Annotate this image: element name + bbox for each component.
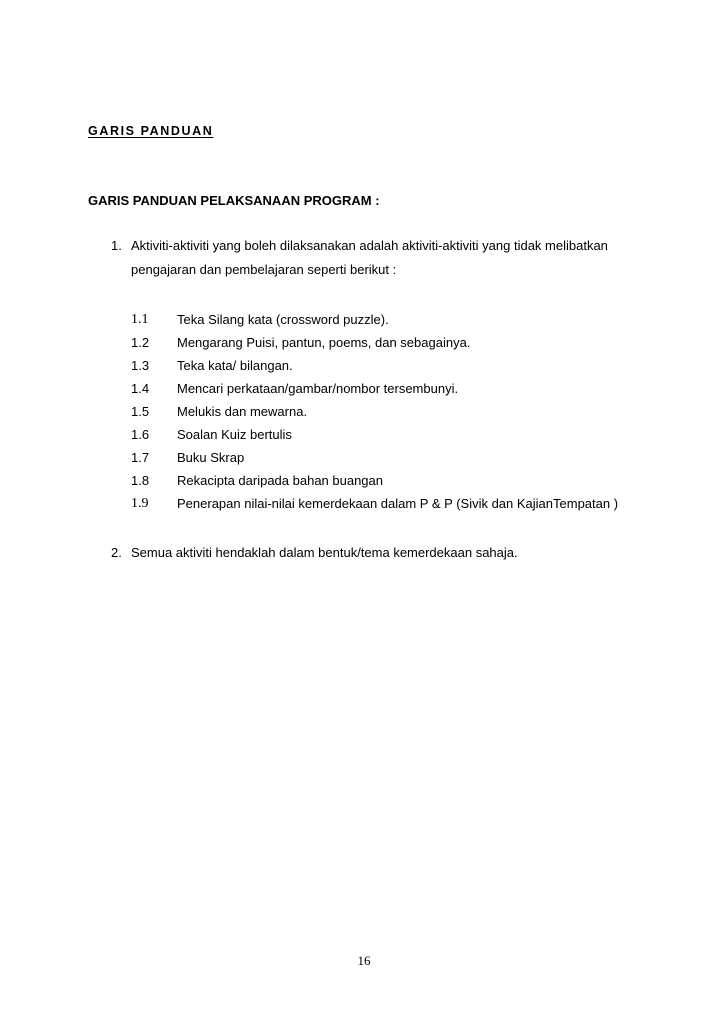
activity-sub-list — [131, 308, 691, 515]
sub-list-item — [131, 354, 691, 377]
sub-item-text: Mengarang Puisi, pantun, poems, dan sebagainya. — [177, 335, 471, 350]
sub-item-number: 1.6 — [131, 427, 150, 442]
list-item-text: Semua aktiviti hendaklah dalam bentuk/tema kemerdekaan sahaja. — [131, 545, 518, 560]
section-title: GARIS PANDUAN — [88, 124, 214, 138]
sub-list-item — [131, 423, 691, 446]
sub-list-item — [131, 377, 691, 400]
sub-item-text: Melukis dan mewarna. — [177, 404, 308, 419]
sub-item-text: Buku Skrap — [177, 450, 245, 465]
sub-list-item — [131, 492, 691, 515]
sub-item-text: Penerapan nilai-nilai kemerdekaan dalam P & P (Sivik dan KajianTempatan ) — [177, 496, 619, 511]
program-guidelines-heading: GARIS PANDUAN PELAKSANAAN PROGRAM : — [88, 193, 380, 208]
sub-list-item — [131, 308, 691, 331]
page-number: 16 — [357, 953, 371, 968]
sub-item-text: Rekacipta daripada bahan buangan — [177, 473, 384, 488]
sub-list-item — [131, 331, 691, 354]
list-item-text: Aktiviti-aktiviti yang boleh dilaksanakan adalah aktiviti-aktiviti yang tidak melibatkan pengajaran dan pembelajaran seperti berikut : — [131, 238, 608, 277]
list-item-number: 1. — [111, 238, 122, 253]
sub-item-number: 1.5 — [131, 404, 150, 419]
sub-item-text: Mencari perkataan/gambar/nombor tersembunyi. — [177, 381, 459, 396]
list-item-number: 2. — [111, 545, 122, 560]
sub-list-item — [131, 446, 691, 469]
sub-item-number: 1.7 — [131, 450, 150, 465]
sub-item-text: Teka Silang kata (crossword puzzle). — [177, 312, 389, 327]
sub-item-number: 1.4 — [131, 381, 150, 396]
sub-list-item — [131, 400, 691, 423]
sub-item-text: Soalan Kuiz bertulis — [177, 427, 292, 442]
sub-item-number: 1.9 — [131, 496, 149, 511]
sub-list-item — [131, 469, 691, 492]
sub-item-number: 1.8 — [131, 473, 150, 488]
sub-item-text: Teka kata/ bilangan. — [177, 358, 293, 373]
sub-item-number: 1.1 — [131, 312, 149, 327]
sub-item-number: 1.3 — [131, 358, 150, 373]
sub-item-number: 1.2 — [131, 335, 150, 350]
